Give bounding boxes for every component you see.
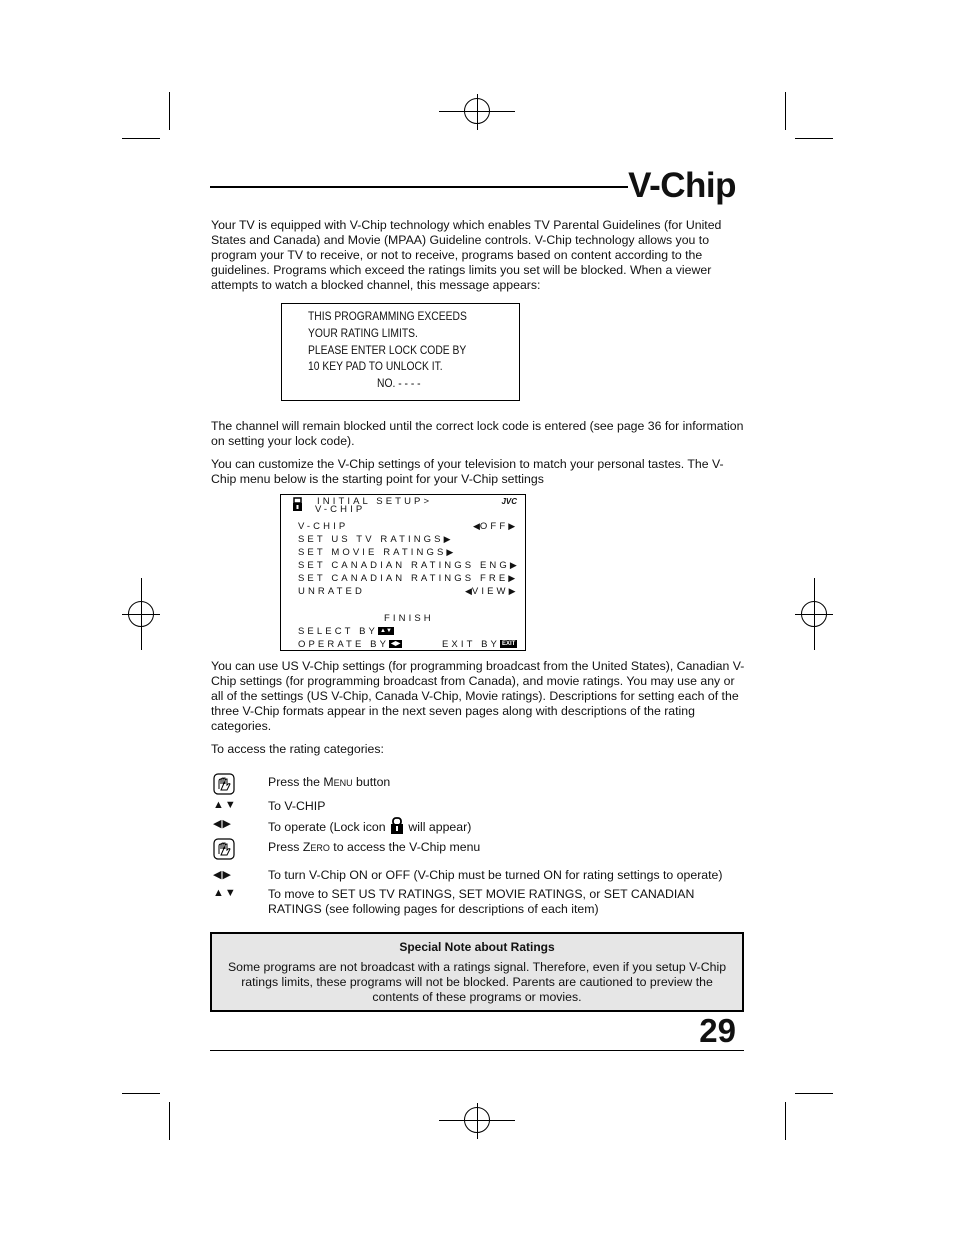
step-to-vchip: To V-CHIP <box>268 799 326 813</box>
menu-item-canadian-eng: SET CANADIAN RATINGS ENG▶ <box>298 560 517 571</box>
special-note-heading: Special Note about Ratings <box>399 940 555 954</box>
step-press-menu: Press the MENU button <box>268 775 391 789</box>
up-down-arrows-icon: ▲▼ <box>213 887 237 899</box>
step-operate: To operate (Lock icon will appear) <box>268 817 738 835</box>
up-down-arrows-icon: ▲▼ <box>213 799 237 811</box>
menu-item-canadian-fre: SET CANADIAN RATINGS FRE▶ <box>298 573 516 584</box>
menu-operate-hint: OPERATE BY ◀▶ <box>298 639 401 650</box>
page-title: V-Chip <box>628 166 736 205</box>
pointing-hand-icon <box>213 838 235 860</box>
jvc-logo: JVC <box>501 497 517 506</box>
menu-item-movie: SET MOVIE RATINGS▶ <box>298 547 454 558</box>
special-note-box <box>210 932 744 1012</box>
blocked-channel-paragraph: The channel will remain blocked until the correct lock code is entered (see page 36 for information on setting your lock code). <box>211 419 744 448</box>
left-right-arrows-icon: ◀▶ <box>213 869 232 881</box>
customize-paragraph: You can customize the V-Chip settings of your television to match your personal tastes. The V-Chip menu below is the starting point for your V-Chip settings <box>211 457 724 486</box>
blocked-message-line: PLEASE ENTER LOCK CODE BY <box>308 343 467 357</box>
bottom-rule <box>210 1050 744 1051</box>
page-number: 29 <box>699 1012 736 1049</box>
menu-value-unrated: ◀VIEW▶ <box>465 586 516 597</box>
menu-header-setup: INITIAL SETUP> <box>317 496 433 507</box>
menu-value-vchip: ◀OFF▶ <box>473 521 516 532</box>
left-right-arrows-icon: ◀▶ <box>213 818 232 830</box>
blocked-message-line: THIS PROGRAMMING EXCEEDS <box>308 309 467 323</box>
title-rule <box>210 186 628 188</box>
blocked-message-line: YOUR RATING LIMITS. <box>308 326 418 340</box>
blocked-message-box <box>281 303 520 401</box>
settings-paragraph: You can use US V-Chip settings (for programming broadcast from the United States), Canadian V-Chip settings (for programming broadcast from Canada), and movie ratings. You may use any or all of the settings (US V-Chip, Canada V-Chip, Movie ratings). Descriptions for setting each of the three V-Chip formats appear in the next seven pages along with descriptions of the rating categories. <box>211 659 745 733</box>
menu-item-unrated: UNRATED <box>298 586 365 597</box>
step-press-zero: Press ZERO to access the V-Chip menu <box>268 840 481 854</box>
menu-select-hint: SELECT BY ▲▼ <box>298 626 392 637</box>
menu-exit-hint: EXIT BY EXIT <box>442 639 516 650</box>
step-move-settings: To move to SET US TV RATINGS, SET MOVIE RATINGS, or SET CANADIAN RATINGS (see following pages for descriptions of each item) <box>268 887 695 916</box>
lock-code-prompt: NO. - - - - <box>377 376 421 390</box>
menu-finish: FINISH <box>384 613 434 624</box>
access-paragraph: To access the rating categories: <box>211 742 384 756</box>
intro-paragraph: Your TV is equipped with V-Chip technology which enables TV Parental Guidelines (for United States and Canada) and Movie (MPAA) Guideline controls. V-Chip technology allows you to program your TV to receive, or not to receive, programs based on content according to the guidelines. Programs which exceed the ratings limits you set will be blocked. When a viewer attempts to watch a blocked channel, this message appears: <box>211 218 722 292</box>
lock-icon <box>391 817 403 834</box>
special-note-body: Some programs are not broadcast with a ratings signal. Therefore, even if you setup V-Chip ratings limits, these programs will not be blocked. Parents are cautioned to preview the contents of these programs or movies. <box>227 960 727 1004</box>
menu-header-vchip: V-CHIP <box>315 504 366 515</box>
step-toggle-vchip: To turn V-Chip ON or OFF (V-Chip must be turned ON for rating settings to operate) <box>268 868 723 882</box>
menu-item-vchip: V-CHIP <box>298 521 349 532</box>
pointing-hand-icon <box>213 773 235 795</box>
lock-icon <box>293 497 303 512</box>
menu-item-us-tv: SET US TV RATINGS▶ <box>298 534 451 545</box>
blocked-message-line: 10 KEY PAD TO UNLOCK IT. <box>308 359 443 373</box>
vchip-menu-screen <box>280 494 526 651</box>
